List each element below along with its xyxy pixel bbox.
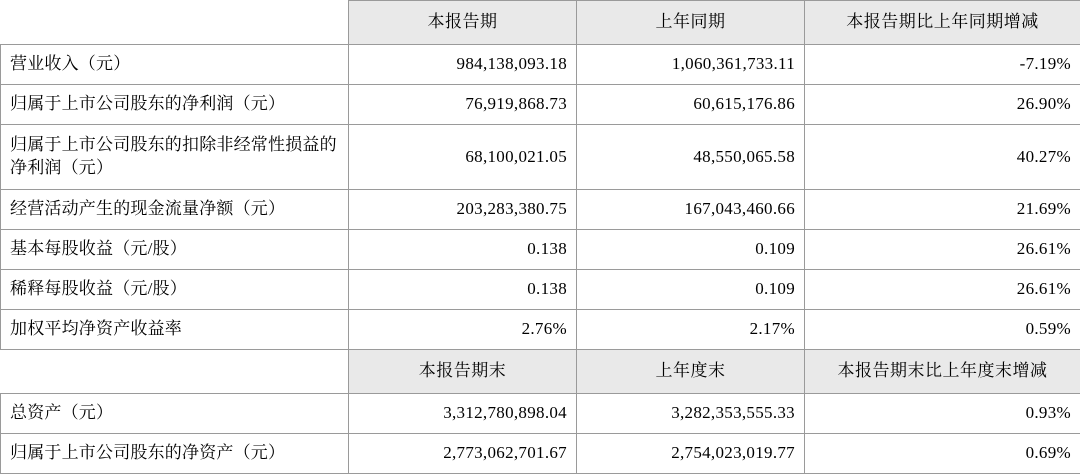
row-current-value: 0.138	[349, 270, 577, 310]
row-previous-value: 2,754,023,019.77	[577, 434, 805, 474]
table-row	[1, 310, 1080, 350]
row-label: 总资产（元）	[1, 394, 349, 434]
row-change-value: 40.27%	[805, 125, 1080, 190]
row-previous-value: 0.109	[577, 270, 805, 310]
header-current-period: 本报告期	[349, 1, 577, 45]
row-current-value: 2.76%	[349, 310, 577, 350]
row-current-value: 0.138	[349, 230, 577, 270]
row-label: 归属于上市公司股东的净利润（元）	[1, 85, 349, 125]
row-current-value: 3,312,780,898.04	[349, 394, 577, 434]
table-row	[1, 85, 1080, 125]
row-change-value: 21.69%	[805, 190, 1080, 230]
row-label: 归属于上市公司股东的净资产（元）	[1, 434, 349, 474]
table-row	[1, 45, 1080, 85]
table-header-row-period	[1, 1, 1080, 45]
row-previous-value: 60,615,176.86	[577, 85, 805, 125]
row-previous-value: 2.17%	[577, 310, 805, 350]
row-previous-value: 1,060,361,733.11	[577, 45, 805, 85]
row-change-value: 26.61%	[805, 270, 1080, 310]
row-current-value: 68,100,021.05	[349, 125, 577, 190]
row-label: 营业收入（元）	[1, 45, 349, 85]
row-change-value: 26.90%	[805, 85, 1080, 125]
table-row	[1, 125, 1080, 190]
row-previous-value: 48,550,065.58	[577, 125, 805, 190]
header-previous-period: 上年同期	[577, 1, 805, 45]
row-change-value: -7.19%	[805, 45, 1080, 85]
header-previous-year-end: 上年度末	[577, 350, 805, 394]
row-previous-value: 3,282,353,555.33	[577, 394, 805, 434]
row-label: 基本每股收益（元/股）	[1, 230, 349, 270]
row-previous-value: 0.109	[577, 230, 805, 270]
row-current-value: 203,283,380.75	[349, 190, 577, 230]
row-change-value: 26.61%	[805, 230, 1080, 270]
table-row	[1, 230, 1080, 270]
table-row	[1, 190, 1080, 230]
header-blank-cell-2	[1, 350, 349, 394]
row-label: 经营活动产生的现金流量净额（元）	[1, 190, 349, 230]
row-previous-value: 167,043,460.66	[577, 190, 805, 230]
row-change-value: 0.93%	[805, 394, 1080, 434]
row-label: 稀释每股收益（元/股）	[1, 270, 349, 310]
row-current-value: 984,138,093.18	[349, 45, 577, 85]
row-change-value: 0.59%	[805, 310, 1080, 350]
table-header-row-ending	[1, 350, 1080, 394]
row-change-value: 0.69%	[805, 434, 1080, 474]
header-current-period-end: 本报告期末	[349, 350, 577, 394]
row-label: 加权平均净资产收益率	[1, 310, 349, 350]
table-row	[1, 270, 1080, 310]
row-current-value: 2,773,062,701.67	[349, 434, 577, 474]
row-label: 归属于上市公司股东的扣除非经常性损益的净利润（元）	[1, 125, 349, 190]
header-period-change: 本报告期比上年同期增减	[805, 1, 1080, 45]
table-row	[1, 394, 1080, 434]
row-current-value: 76,919,868.73	[349, 85, 577, 125]
header-blank-cell	[1, 1, 349, 45]
header-period-end-change: 本报告期末比上年度末增减	[805, 350, 1080, 394]
